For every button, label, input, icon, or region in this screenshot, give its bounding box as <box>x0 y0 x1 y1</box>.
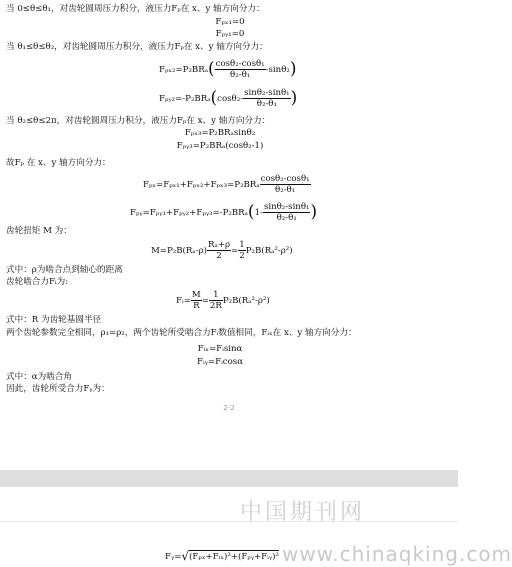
page-separator <box>0 470 458 487</box>
text-line: 式中：R 为齿轮基圆半径 <box>6 315 102 325</box>
text-line: 当 θ₁≤θ≤θ₂，对齿轮圆周压力积分，液压力Fₚ在 x、y 轴方向分力： <box>6 42 268 52</box>
equation: Fₚᵧ₁=0 <box>215 29 245 39</box>
equation: Fₚₓ=Fₚₓ₁+Fₚₓ₂+Fₚₓ₃=P₂BRₐ $\frac{\text{cosθ₂-cosθ₁}}{\text{θ₂-θ₁}}$ <box>143 174 310 195</box>
equation: Fₚₓ₂=P₂BRₐ( $\frac{\text{cosθ₂-cosθ₁}}{\text{θ₂-θ₁}}$ -sinθ₂) <box>159 59 297 80</box>
text-line: 因此，齿轮所受合力Fᵧ为： <box>6 384 110 394</box>
equation: Fᵧ=√(Fₚₓ+Fᵢₓ)²+(Fₚᵧ+Fᵢᵧ)² <box>165 549 279 563</box>
equation: Fₚᵧ₂=-P₂BRₐ(cosθ₂- $\frac{\text{sinθ₂-sinθ₁}}{\text{θ₂-θ₁}}$ ) <box>159 88 298 109</box>
page-number: 2-2 <box>223 404 235 412</box>
text-line: 当 0≤θ≤θ₁，对齿轮圆周压力积分，液压力Fₚ在 x、y 轴方向分力： <box>6 4 265 14</box>
watermark-url: www.chinaqking.com <box>282 542 512 566</box>
equation: Fₚₓ₃=P₂BRₐsinθ₂ <box>184 128 256 138</box>
text-line: 式中：α为啮合角 <box>6 372 72 382</box>
equation: Fᵢₓ=Fᵢsinα <box>197 344 243 354</box>
text-line: 故Fₚ 在 x、y 轴方向分力： <box>6 158 111 168</box>
page-top-rule <box>0 521 458 522</box>
text-line: 齿轮扭矩 M 为： <box>6 226 72 236</box>
text-line: 齿轮啮合力Fᵢ为: <box>6 277 69 287</box>
text-line: 两个齿轮参数完全相同，ρ₁=ρ₂，两个齿轮所受啮合力Fᵢ数值相同，Fᵢₓ在 x、y 轴方向分力： <box>6 328 357 338</box>
equation: Fₚₓ₁=0 <box>215 17 245 27</box>
equation: Fᵢᵧ=Fᵢcosα <box>196 357 244 367</box>
equation: Fᵢ= $\frac{M}{R}$ = $\frac{1}{2R}$ P₂B(Rₐ²-ρ²) <box>176 290 270 311</box>
equation: M=P₂B(Rₐ-ρ) $\frac{\text{Rₐ+ρ}}{2}$ = $\frac{1}{2}$ P₂B(Rₐ²-ρ²) <box>151 240 293 261</box>
watermark-logo-text: 中国期刊网 <box>240 500 366 525</box>
text-line: 当 θ₂≤θ≤2π，对齿轮圆周压力积分，液压力Fₚ在 x、y 轴方向分力： <box>6 116 271 126</box>
equation: Fₚᵧ=Fₚᵧ₁+Fₚᵧ₂+Fₚᵧ₃=-P₂BRₐ(1- $\frac{\text{sinθ₂-sinθ₁}}{\text{θ₂-θ₁}}$ ) <box>130 202 318 223</box>
text-line: 式中：ρ为啮合点到轴心的距离 <box>6 265 123 275</box>
equation: Fₚᵧ₃=P₂BRₐ(cosθ₂-1) <box>176 141 264 151</box>
